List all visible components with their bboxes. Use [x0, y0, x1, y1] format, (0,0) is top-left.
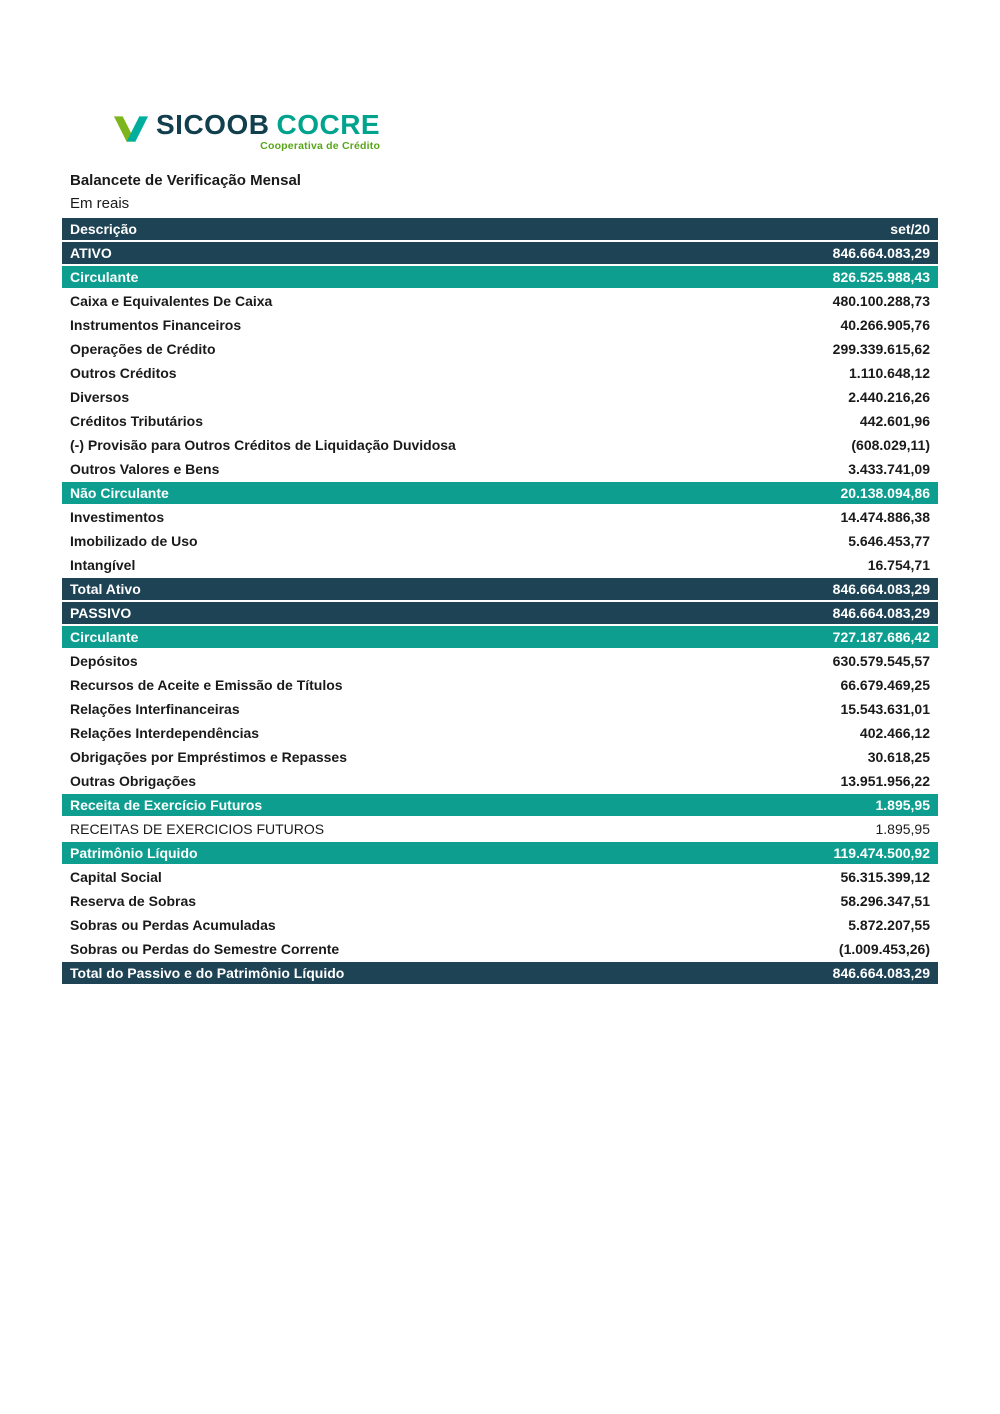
row-value: (1.009.453,26) — [838, 941, 930, 957]
row-value: 2.440.216,26 — [848, 389, 930, 405]
row-value: 119.474.500,92 — [833, 845, 930, 861]
document-title: Balancete de Verificação Mensal — [70, 172, 301, 189]
row-label: Outros Créditos — [70, 365, 177, 381]
table-row — [62, 962, 938, 984]
row-value: 3.433.741,09 — [848, 461, 930, 477]
row-label: Depósitos — [70, 653, 138, 669]
row-value: 1.895,95 — [875, 797, 930, 813]
row-label: Diversos — [70, 389, 130, 405]
row-label: Circulante — [70, 629, 139, 645]
row-value: 40.266.905,76 — [840, 317, 930, 333]
table-row — [62, 530, 938, 552]
row-label: Não Circulante — [70, 485, 169, 501]
row-value: 826.525.988,43 — [832, 269, 930, 285]
row-value: 846.664.083,29 — [832, 965, 930, 981]
table-row — [62, 746, 938, 768]
row-label: Obrigações por Empréstimos e Repasses — [70, 749, 347, 765]
balance-table — [62, 218, 938, 986]
row-value: 56.315.399,12 — [840, 869, 930, 885]
row-value: 5.646.453,77 — [848, 533, 930, 549]
row-label: Total Ativo — [70, 581, 141, 597]
table-row — [62, 458, 938, 480]
table-row — [62, 482, 938, 504]
document-subtitle: Em reais — [70, 195, 130, 212]
balance-table-body — [62, 242, 938, 984]
row-label: Intangível — [70, 557, 136, 573]
row-value: 30.618,25 — [867, 749, 930, 765]
logo-text-block — [156, 110, 380, 152]
table-header-row — [62, 218, 938, 240]
table-row — [62, 626, 938, 648]
sicoob-chevron-icon — [112, 114, 150, 149]
table-row — [62, 242, 938, 264]
table-row — [62, 602, 938, 624]
table-row — [62, 674, 938, 696]
row-value: 16.754,71 — [867, 557, 930, 573]
row-label: Investimentos — [70, 509, 165, 525]
table-row — [62, 818, 938, 840]
row-label: (-) Provisão para Outros Créditos de Liquidação Duvidosa — [70, 437, 456, 453]
row-label: Sobras ou Perdas Acumuladas — [70, 917, 276, 933]
row-label: Créditos Tributários — [70, 413, 204, 429]
table-row — [62, 554, 938, 576]
table-row — [62, 410, 938, 432]
table-row — [62, 770, 938, 792]
row-value: 846.664.083,29 — [832, 581, 930, 597]
row-value: 58.296.347,51 — [840, 893, 930, 909]
table-row — [62, 698, 938, 720]
row-label: Circulante — [70, 269, 139, 285]
row-label: Imobilizado de Uso — [70, 533, 198, 549]
row-label: Total do Passivo e do Patrimônio Líquido — [70, 965, 345, 981]
table-row — [62, 578, 938, 600]
row-value: 13.951.956,22 — [840, 773, 930, 789]
row-label: RECEITAS DE EXERCICIOS FUTUROS — [70, 821, 325, 837]
column-header-description: Descrição — [70, 221, 137, 237]
row-value: 66.679.469,25 — [840, 677, 930, 693]
sicoob-cocre-logo — [112, 110, 380, 152]
table-row — [62, 866, 938, 888]
logo-tagline-text: Cooperativa de Crédito — [260, 140, 381, 153]
row-value: 299.339.615,62 — [832, 341, 930, 357]
column-header-period: set/20 — [890, 221, 930, 237]
table-row — [62, 290, 938, 312]
table-row — [62, 506, 938, 528]
table-row — [62, 722, 938, 744]
row-value: 1.895,95 — [875, 821, 930, 837]
row-value: 630.579.545,57 — [832, 653, 930, 669]
row-label: Reserva de Sobras — [70, 893, 197, 909]
row-value: 727.187.686,42 — [832, 629, 930, 645]
row-label: Outras Obrigações — [70, 773, 197, 789]
row-value: 846.664.083,29 — [832, 245, 930, 261]
row-label: Relações Interfinanceiras — [70, 701, 240, 717]
table-row — [62, 386, 938, 408]
table-row — [62, 890, 938, 912]
row-label: Operações de Crédito — [70, 341, 216, 357]
row-value: 20.138.094,86 — [840, 485, 930, 501]
table-row — [62, 266, 938, 288]
table-row — [62, 434, 938, 456]
row-label: Instrumentos Financeiros — [70, 317, 242, 333]
table-row — [62, 794, 938, 816]
logo-cooperative-text: COCRE — [276, 109, 381, 140]
row-label: Relações Interdependências — [70, 725, 260, 741]
table-row — [62, 650, 938, 672]
logo-wordmark — [156, 110, 380, 139]
table-row — [62, 362, 938, 384]
row-value: 5.872.207,55 — [848, 917, 930, 933]
table-row — [62, 938, 938, 960]
logo-brand-text: SICOOB — [156, 109, 270, 140]
table-row — [62, 914, 938, 936]
row-label: Patrimônio Líquido — [70, 845, 198, 861]
table-row — [62, 338, 938, 360]
row-label: Recursos de Aceite e Emissão de Títulos — [70, 677, 343, 693]
row-label: Caixa e Equivalentes De Caixa — [70, 293, 273, 309]
row-label: Capital Social — [70, 869, 162, 885]
row-value: 402.466,12 — [859, 725, 930, 741]
row-value: 15.543.631,01 — [840, 701, 930, 717]
row-label: Receita de Exercício Futuros — [70, 797, 263, 813]
row-label: Sobras ou Perdas do Semestre Corrente — [70, 941, 340, 957]
row-value: (608.029,11) — [851, 437, 930, 453]
row-label: ATIVO — [70, 245, 112, 261]
row-value: 14.474.886,38 — [840, 509, 930, 525]
row-value: 480.100.288,73 — [832, 293, 930, 309]
row-value: 442.601,96 — [859, 413, 930, 429]
row-value: 846.664.083,29 — [832, 605, 930, 621]
row-label: Outros Valores e Bens — [70, 461, 220, 477]
row-label: PASSIVO — [70, 605, 132, 621]
row-value: 1.110.648,12 — [849, 365, 930, 381]
table-row — [62, 314, 938, 336]
table-row — [62, 842, 938, 864]
